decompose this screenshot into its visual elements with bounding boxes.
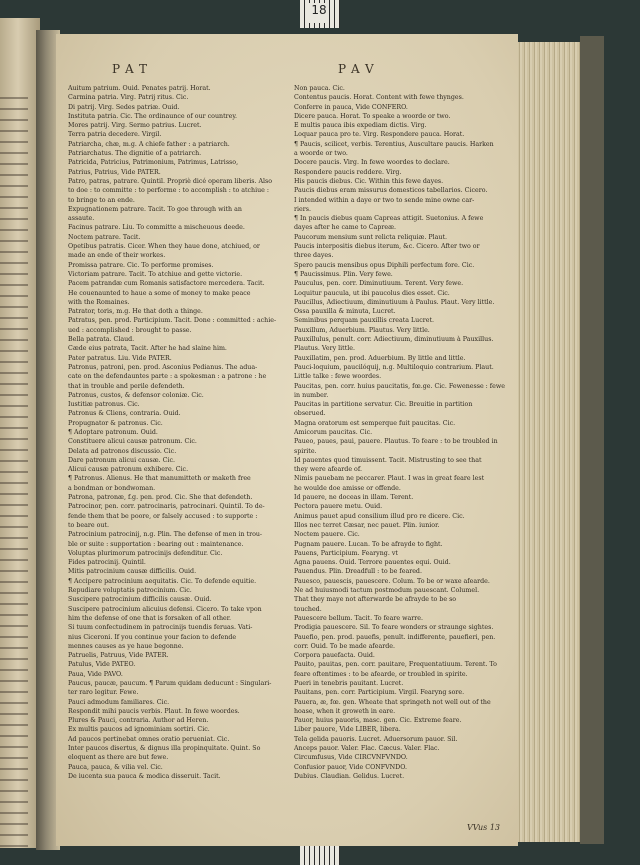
entry-line: with the Romaines. (68, 298, 130, 306)
entry-line: Little talke : fewe woordes. (294, 373, 382, 381)
page-edges (512, 42, 582, 842)
entry-line: Patrator, toris, m.g. He that doth a thinge. (68, 308, 203, 316)
entry-line: Patrius, Patrius, Vide PATER. (68, 168, 161, 176)
entry-line: Pugnam pauere. Lucan. To be afrayde to fight. (294, 540, 443, 548)
entry-line: Mitis patrocinium causæ difficilis. Ouid. (68, 568, 197, 576)
entry-line: a bondman or bondwoman. (68, 484, 156, 492)
entry-line: That they maye not afterwarde be afrayde to be so (294, 596, 457, 604)
entry-line: Confusior pauor, Vide CONFVNDO. (294, 763, 408, 771)
entry-line: Patrocinor, pen. corr. patrocinaris, patrocinari. Quintil. To de- (68, 503, 265, 511)
entry-line: Si tuum confectudinem in patrocinijs tuendis feruas. Vati- (68, 624, 253, 632)
entry-line: to bringe to an ende. (68, 196, 135, 204)
entry-line: Ne ad huiusmodi tactum postmodum pauescant. Columel. (294, 587, 480, 595)
entry-line: Pauendus. Plin. Dreadfull : to be feared. (294, 568, 422, 576)
entry-line: Victoriam patrare. Tacit. To atchiue and gette victorie. (68, 270, 243, 278)
entry-line: Ad paucos pertinebat omnes oratio perueniat. Cic. (68, 735, 230, 743)
entry-line: Voluptas plurimorum patrocinijs defenditur. Cic. (68, 549, 223, 557)
entry-line: Pauitans, pen. corr. Participium. Virgil. Fearyng sore. (294, 689, 465, 697)
header-right: PAV (338, 62, 380, 76)
entry-line: Patronus, custos, & defensor coloniæ. Cic. (68, 391, 204, 399)
entry-line: Paueo, paues, paui, pauere. Plautus. To feare : to be troubled in (294, 438, 498, 446)
entry-line: Paucus, paucæ, paucum. ¶ Parum quidam deducunt : Singulari- (68, 680, 272, 687)
entry-line: Suscipere patrocinium alicuius defensi. Cicero. To take vpon (68, 605, 262, 613)
entry-line: Mores patrij. Virg. Sermo patrius. Lucret. (68, 122, 202, 130)
entry-line: corr. Ouid. To be made afearde. (294, 642, 395, 650)
entry-line: feare oftentimes : to be afearde, or troubled in spirite. (294, 670, 468, 678)
entry-line: three dayes. (294, 252, 334, 260)
entry-line: Loquitur paucula, ut ibi paucolus dies esset. Cic. (294, 289, 450, 297)
entry-line: ¶ Patronus. Alienus. He that manumitteth or maketh free (68, 475, 251, 483)
entry-line: Docere paucis. Virg. In fewe woordes to declare. (294, 159, 450, 167)
entry-line: obserued. (294, 410, 326, 418)
entry-line: Illos nec terret Cæsar, nec pauet. Plin. iunior. (294, 521, 440, 529)
entry-line: Terra patria decedere. Virgil. (68, 131, 162, 139)
entry-line: Patriarcha, chæ, m.g. A chiefe father : a patriarch. (68, 140, 230, 148)
entry-line: ¶ Adoptare patronum. Ouid. (68, 428, 158, 436)
entry-line: Paua, Vide PAVO. (68, 670, 123, 678)
entry-line: hoase, when it groweth in eare. (294, 707, 396, 715)
entry-line: cate on the defendauntes parte : a spokesman : a patrone : he (68, 373, 267, 381)
entry-line: Paucitas in partitione servatur. Cic. Breuitie in partition (294, 401, 473, 409)
entry-line: Pauesco, pauescis, pauescere. Colum. To be or waxe afearde. (294, 577, 490, 585)
entry-line: Plures & Pauci, contraria. Author ad Heren. (68, 717, 209, 725)
catchword: VVus 13 (466, 823, 500, 832)
entry-line: Loquar pauca pro te. Virg. Respondere pauca. Horat. (294, 131, 465, 139)
entry-line: Corpora pauefacta. Ouid. (294, 652, 375, 660)
entry-line: Fides patrocinij. Quintil. (68, 559, 146, 567)
entry-line: Non pauca. Cic. (294, 85, 345, 92)
entry-line: Plautus. Very little. (294, 345, 355, 353)
entry-line: Patronus & Cliens, contraria. Ouid. (68, 410, 181, 418)
entry-line: Pauci admodum familiares. Cic. (68, 698, 170, 706)
entry-line: Patriarchatus. The dignitie of a patriarch. (68, 150, 202, 158)
entry-line: Facinus patrare. Liu. To committe a mischeuous deede. (68, 224, 245, 232)
entry-line: Patrona, patronæ, f.g. pen. prod. Cic. She that defendeth. (68, 494, 253, 502)
entry-line: spirite. (294, 447, 317, 455)
entry-line: Pauor, huius pauoris, masc. gen. Cic. Extreme feare. (294, 717, 462, 725)
entry-line: Inter paucos disertus, & dignus illa propinquitate. Quint. So (68, 745, 261, 753)
entry-line: Pauxillum, Aduerbium. Plautus. Very little. (294, 326, 430, 334)
entry-line: Propugnator & patronus. Cic. (68, 419, 163, 427)
entry-line: Noctem pauere. Cic. (294, 531, 360, 539)
entry-line: nius Ciceroni. If you continue your facion to defende (68, 633, 237, 641)
entry-line: a woorde or two. (294, 150, 348, 158)
entry-line: Tela gelida pauoris. Lucret. Aduersorum pauor. Sil. (294, 735, 458, 743)
entry-line: Ossa pauxilla & minuta, Lucret. (294, 308, 396, 316)
left-text-column (68, 84, 280, 781)
entry-line: Opetibus patratis. Cicer. When they haue done, atchiued, or (68, 243, 260, 251)
entry-line: Iustitiæ patronus. Cic. (68, 401, 140, 409)
entry-line: that in trouble and perile defendeth. (68, 382, 185, 390)
entry-line: Pauito, pauitas, pen. corr. pauitare, Frequentatiuum. Terent. To (294, 661, 497, 669)
entry-line: made an ende of their workes. (68, 252, 166, 260)
entry-line: He couenaunted to haue a some of money to make peace (68, 289, 251, 297)
entry-line: Patricida, Patricius, Patrimonium, Patrimus, Latrisso, (68, 159, 239, 167)
entry-line: Paucitas, pen. corr. huius paucitatis, fœ.ge. Cic. Fewenesse : fewe (294, 382, 505, 390)
entry-line: Circumfusus, Vide CIRCVNFVNDO. (294, 754, 408, 762)
scale-ruler-label: 18 (309, 3, 329, 23)
entry-line: riers. (294, 205, 311, 213)
entry-line: Pater patratus. Liu. Vide PATER. (68, 354, 172, 362)
entry-line: Noctem patrare. Tacit. (68, 233, 141, 241)
entry-line: Paucis diebus eram missurus domesticos tabellarios. Cicero. (294, 187, 488, 195)
entry-line: Prodigia pauescere. Sil. To feare wonders or straunge sightes. (294, 624, 494, 632)
entry-line: Auitum patrium. Ouid. Penates patrij. Horat. (68, 85, 211, 92)
entry-line: fende them that be poore, or falsely accused : to supporte : (68, 512, 258, 520)
entry-line: ¶ Paucissimus. Plin. Very fewe. (294, 270, 393, 278)
entry-line: Seminibus perquam pauxillis creata Lucret. (294, 317, 435, 325)
entry-line: Liber pauore, Vide LIBER, libera. (294, 726, 401, 734)
entry-line: Suscipere patrocinium difficilis causæ. Ouid. (68, 596, 212, 604)
entry-line: Dare patronum alicui causæ. Cic. (68, 456, 175, 464)
entry-line: Pauefio, pen. prod. pauefis, penult. indifferente, pauefieri, pen. (294, 633, 496, 641)
entry-line: Pacem patrandæ cum Romanis satisfactore mercedera. Tacit. (68, 280, 265, 288)
entry-line: Ex multis paucos ad ignominiam sortiri. Cic. (68, 726, 210, 734)
entry-line: Nimis pauebam ne peccarer. Plaut. I was in great feare lest (294, 475, 485, 483)
entry-line: Pueri in tenebris pauitant. Lucret. (294, 680, 404, 687)
entry-line: Paucis interpositis diebus iterum, &c. Cicero. After two or (294, 243, 480, 251)
book-cover-board (580, 36, 604, 844)
entry-line: Pauxillatim, pen. prod. Aduerbium. By little and little. (294, 354, 466, 362)
entry-line: Id pauere, ne doceas in illam. Terent. (294, 494, 414, 502)
entry-line: to doe : to committe : to performe : to accomplish : to atchiue : (68, 187, 270, 195)
verso-page-edge (0, 18, 40, 848)
entry-line: Animus pauet apud consilium illud pro re dicere. Cic. (294, 512, 465, 520)
entry-line: he woulde doe amisse or offende. (294, 484, 401, 492)
entry-line: Patulus, Vide PATEO. (68, 661, 136, 669)
entry-line: eloquent as there are but fewe. (68, 754, 169, 762)
entry-line: touched. (294, 605, 322, 613)
entry-line: I intended within a daye or two to sende mine owne car- (294, 196, 475, 204)
entry-line: assaute. (68, 215, 95, 223)
entry-line: dayes after he came to Capreæ. (294, 224, 397, 232)
entry-line: Delata ad patronos discussio. Cic. (68, 447, 177, 455)
entry-line: Patruelis, Patruus, Vide PATER. (68, 652, 169, 660)
entry-line: De iucenta sua pauca & modica disseruit. Tacit. (68, 772, 221, 780)
entry-line: Bella patrata. Claud. (68, 336, 135, 344)
entry-line: Pectora pauere metu. Ouid. (294, 503, 383, 511)
entry-line: E multis pauca ibis expediam dictis. Virg. (294, 122, 427, 130)
entry-line: ¶ In paucis diebus quam Capreas attigit. Suetonius. A fewe (294, 215, 484, 223)
entry-line: ¶ Accipere patrocinium aequitatis. Cic. To defende equitie. (68, 577, 257, 585)
entry-line: Contentus paucis. Horat. Content with fewe thynges. (294, 94, 464, 102)
entry-line: Promissa patrare. Cic. To performe promises. (68, 261, 214, 269)
entry-line: mennes causes as ye haue begonne. (68, 642, 184, 650)
entry-line: Pauescere bellum. Tacit. To feare warre. (294, 614, 424, 622)
entry-line: ¶ Paucis, scilicet, verbis. Terentius, Auscultare paucis. Harken (294, 140, 494, 148)
entry-line: Constituere alicui causæ patronum. Cic. (68, 438, 197, 446)
entry-line: Magna oratorum est semperque fuit paucitas. Cic. (294, 419, 456, 427)
entry-line: Expugnationem patrare. Tacit. To goe through with an (68, 205, 242, 213)
entry-line: Dubius. Claudian. Gelidus. Lucret. (294, 772, 405, 780)
entry-line: Carmina patria. Virg. Patrij ritus. Cic. (68, 94, 189, 102)
entry-line: Patratus, pen. prod. Participium. Tacit. Done : committed : achie- (68, 317, 277, 325)
verso-text-fragment (0, 88, 28, 848)
entry-line: Di patrij. Virg. Sedes patriæ. Ouid. (68, 103, 180, 111)
entry-line: Anceps pauor. Valer. Flac. Cæcus. Valer. Flac. (294, 745, 440, 753)
header-left: PAT (112, 62, 153, 76)
entry-line: Patro, patras, patrare. Quintil. Propriè dicé operam liberis. Also (68, 177, 273, 185)
entry-line: Instituta patria. Cic. The ordinaunce of our countrey. (68, 112, 238, 120)
entry-line: Spero paucis mensibus opus Diphili perfectum fore. Cic. (294, 261, 475, 269)
right-text-column (294, 84, 508, 781)
entry-line: Respondere paucis reddere. Virg. (294, 168, 402, 176)
entry-line: they were afearde of. (294, 466, 362, 474)
entry-line: Pauci-loquium, paucilóquij, n.g. Multiloquio contrarium. Plaut. (294, 363, 494, 371)
entry-line: him the defense of one that is forsaken of all other. (68, 614, 232, 622)
entry-line: Patrocinium patrocinij, n.g. Plin. The defense of men in trou- (68, 531, 263, 539)
entry-line: Agna pauens. Ouid. Terrore pauentes equi. Ouid. (294, 559, 451, 567)
entry-line: ter raro legitur. Fewe. (68, 689, 139, 697)
entry-line: Dicere pauca. Horat. To speake a woorde or two. (294, 112, 451, 120)
entry-line: Respondit mihi paucis verbis. Plaut. In fewe woordes. (68, 707, 240, 715)
entry-line: His paucis diebus. Cic. Within this fewe dayes. (294, 177, 444, 185)
entry-line: Repudiare voluptatis patrocinium. Cic. (68, 587, 192, 595)
entry-line: ble or suite : supportation : bearing out : maintenance. (68, 540, 244, 548)
entry-line: Alicui causæ patronum exhibere. Cic. (68, 466, 189, 474)
entry-line: Paucorum mensium sunt relicta reliquiæ. Plaut. (294, 233, 447, 241)
entry-line: Paucillus, Adiectiuum, diminutiuum à Paulus. Plaut. Very little. (294, 298, 495, 306)
running-header (56, 62, 518, 78)
entry-line: Pauca, pauca, & vilia vel. Cic. (68, 763, 163, 771)
entry-line: Id pauentes quod timuissent. Tacit. Mistrusting to see that (294, 456, 482, 464)
entry-line: Pauxillulus, penult. corr. Adiectiuum, diminutiuum à Pauxillus. (294, 336, 494, 344)
entry-line: ued : accomplished : brought to passe. (68, 326, 192, 334)
recto-page (56, 34, 518, 846)
entry-line: Conferre in pauca, Vide CONFERO. (294, 103, 408, 111)
entry-line: Pauens, Participium. Fearyng. vt (294, 549, 398, 557)
entry-line: Cæde eius patrata, Tacit. After he had slaine him. (68, 345, 227, 353)
entry-line: Amicorum paucitas. Cic. (294, 428, 373, 436)
entry-line: Pauera, æ, fœ. gen. Wheate that springeth not well out of the (294, 698, 491, 706)
entry-line: Pauculus, pen. corr. Diminutiuum. Terent. Very fewe. (294, 280, 464, 288)
entry-line: Patronus, patroni, pen. prod. Asconius Pedianus. The adua- (68, 363, 258, 371)
entry-line: to beare out. (68, 521, 109, 529)
entry-line: in number. (294, 391, 329, 399)
